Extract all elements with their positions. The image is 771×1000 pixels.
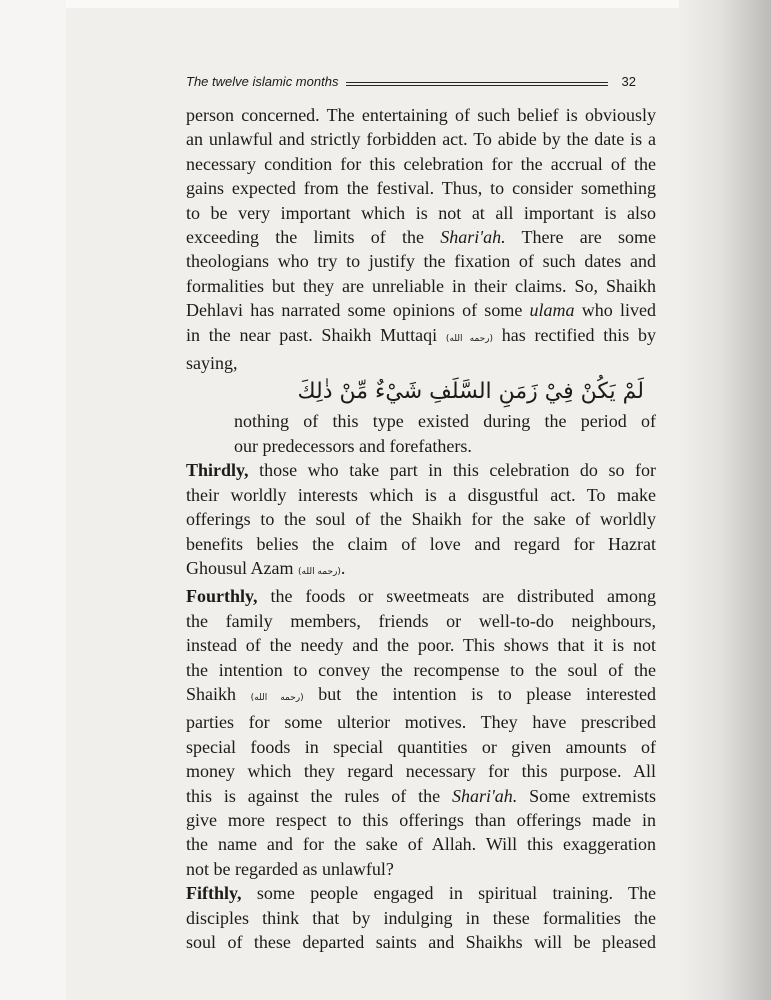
text-line <box>186 458 656 482</box>
page-number: 32 <box>621 74 636 89</box>
text-line <box>186 682 656 710</box>
text-run: exceeding the limits of the <box>186 227 441 248</box>
page-top-edge <box>66 0 679 8</box>
text-line <box>186 584 656 608</box>
text-run: in the near past. Shaikh Muttaqi <box>186 324 446 345</box>
text-line: give more respect to this offerings than offerings made in <box>186 809 656 830</box>
text-line: theologians who try to justify the fixation of such dates and <box>186 251 656 272</box>
page-left-margin <box>0 0 66 1000</box>
translation-line: our predecessors and forefathers. <box>234 435 472 456</box>
text-line <box>186 323 656 351</box>
text-line: money which they regard necessary for this purpose. All <box>186 761 656 782</box>
text-line: person concerned. The entertaining of such belief is obviously <box>186 105 656 125</box>
honorific-mark: (رحمه الله) <box>250 692 304 703</box>
paragraph-lead: Fourthly, <box>186 586 258 607</box>
text-line: offerings to the soul of the Shaikh for the sake of worldly <box>186 509 656 530</box>
translation-line: nothing of this type existed during the period of <box>234 411 656 432</box>
text-run: who lived <box>574 300 656 321</box>
text-line: to be very important which is not at all important is also <box>186 202 656 223</box>
honorific-mark: (رحمه الله) <box>445 333 494 344</box>
text-line: special foods in special quantities or given amounts of <box>186 736 656 757</box>
text-run: this is against the rules of the <box>186 785 452 806</box>
running-header <box>186 74 656 94</box>
text-run: There are some <box>505 227 656 248</box>
text-run: Some extremists <box>517 785 656 806</box>
header-double-rule <box>346 82 608 83</box>
italic-term: Shari'ah. <box>440 227 506 248</box>
text-line: the family members, friends or well-to-do neighbours, <box>186 610 656 631</box>
text-line: soul of these departed saints and Shaikhs will be pleased <box>186 932 656 952</box>
text-line: an unlawful and strictly forbidden act. To abide by the date is a <box>186 129 656 150</box>
honorific-mark: (رحمه الله) <box>298 566 341 577</box>
text-line: saying, <box>186 353 238 374</box>
text-run: some people engaged in spiritual training. The <box>241 883 656 904</box>
italic-term: ulama <box>529 300 575 321</box>
text-line <box>186 225 656 249</box>
text-line <box>186 784 656 808</box>
text-line: the name and for the sake of Allah. Will this exaggeration <box>186 834 656 855</box>
text-line: not be regarded as unlawful? <box>186 858 394 879</box>
italic-term: Shari'ah. <box>451 785 518 806</box>
text-run: those who take part in this celebration do so for <box>248 460 656 481</box>
page-gutter-shadow <box>679 0 771 1000</box>
text-run: Dehlavi has narrated some opinions of some <box>186 300 530 321</box>
text-run: the foods or sweetmeats are distributed among <box>257 586 656 607</box>
arabic-quotation: لَمْ يَكُنْ فِيْ زَمَنِ السَّلَفِ شَيْءٌ مِّنْ ذٰلِكَ <box>297 379 644 405</box>
body-text <box>186 103 656 954</box>
text-line: their worldly interests which is a disgustful act. To make <box>186 484 656 505</box>
text-run: but the intention is to please interested <box>303 683 656 704</box>
text-line: parties for some ulterior motives. They have prescribed <box>186 712 656 733</box>
text-line <box>186 556 656 584</box>
text-line <box>186 298 656 322</box>
paragraph-lead: Thirdly, <box>186 460 249 481</box>
paragraph-lead: Fifthly, <box>186 883 242 904</box>
text-line: necessary condition for this celebration for the accrual of the <box>186 153 656 174</box>
text-run: has rectified this by <box>493 324 656 345</box>
text-run: Shaikh <box>186 683 251 704</box>
text-line <box>186 881 656 905</box>
text-run: . <box>340 557 346 578</box>
text-line: disciples think that by indulging in these formalities the <box>186 907 656 928</box>
running-header-title: The twelve islamic months <box>186 74 339 89</box>
text-line: gains expected from the festival. Thus, to consider something <box>186 178 656 199</box>
text-line: formalities but they are unreliable in their claims. So, Shaikh <box>186 275 656 296</box>
text-run: Ghousul Azam <box>186 557 298 578</box>
text-line: benefits belies the claim of love and regard for Hazrat <box>186 533 656 554</box>
text-line: instead of the needy and the poor. This shows that it is not <box>186 635 656 656</box>
text-line: the intention to convey the recompense to the soul of the <box>186 659 656 680</box>
